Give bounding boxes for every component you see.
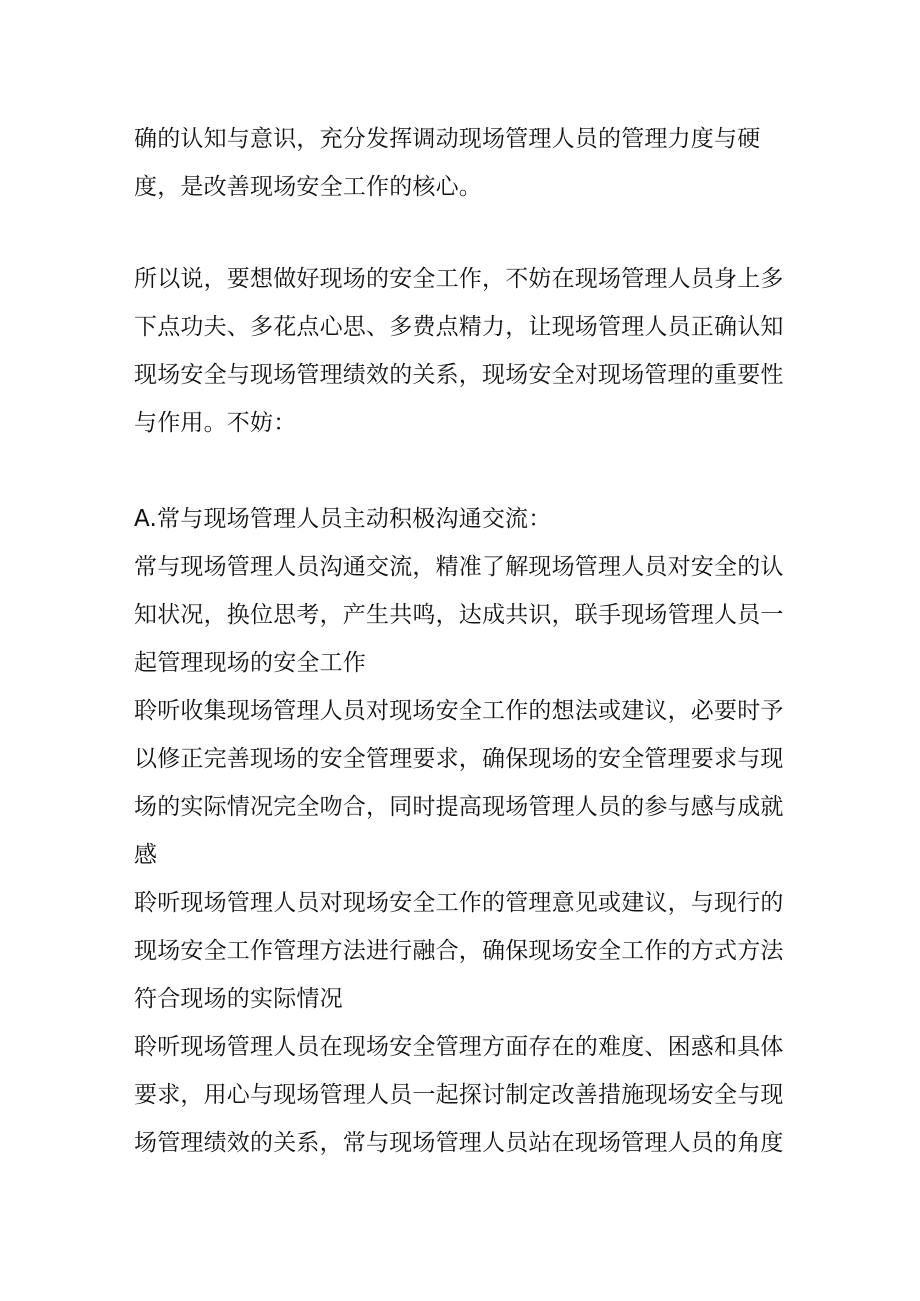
text-line: 符合现场的实际情况 bbox=[134, 986, 343, 1012]
text-line: 场管理绩效的关系，常与现场管理人员站在现场管理人员的角度 bbox=[134, 1130, 784, 1156]
text-line: 现场安全工作管理方法进行融合，确保现场安全工作的方式方法 bbox=[134, 938, 784, 964]
text-line: 起管理现场的安全工作 bbox=[134, 650, 366, 676]
text-line: 现场安全与现场管理绩效的关系，现场安全对现场管理的重要性 bbox=[134, 362, 784, 388]
text-line: 确的认知与意识，充分发挥调动现场管理人员的管理力度与硬 bbox=[134, 126, 761, 152]
text-line: 聆听收集现场管理人员对现场安全工作的想法或建议，必要时予 bbox=[134, 698, 784, 724]
text-line: 聆听现场管理人员对现场安全工作的管理意见或建议，与现行的 bbox=[134, 890, 784, 916]
text-line: 与作用。不妨： bbox=[134, 410, 297, 436]
text-line: 常与现场管理人员沟通交流，精准了解现场管理人员对安全的认 bbox=[134, 554, 784, 580]
text-line: 以修正完善现场的安全管理要求，确保现场的安全管理要求与现 bbox=[134, 746, 784, 772]
text-line: 场的实际情况完全吻合，同时提高现场管理人员的参与感与成就 bbox=[134, 794, 784, 820]
text-line: 聆听现场管理人员在现场安全管理方面存在的难度、困惑和具体 bbox=[134, 1034, 784, 1060]
text-line: 所以说，要想做好现场的安全工作，不妨在现场管理人员身上多 bbox=[134, 266, 784, 292]
text-line: 下点功夫、多花点心思、多费点精力，让现场管理人员正确认知 bbox=[134, 314, 784, 340]
text-line: 度，是改善现场安全工作的核心。 bbox=[134, 174, 482, 200]
text-line: 知状况，换位思考，产生共鸣，达成共识，联手现场管理人员一 bbox=[134, 602, 784, 628]
text-line: 感 bbox=[134, 842, 158, 868]
section-heading: A.常与现场管理人员主动积极沟通交流： bbox=[134, 506, 552, 532]
text-line: 要求，用心与现场管理人员一起探讨制定改善措施现场安全与现 bbox=[134, 1082, 784, 1108]
